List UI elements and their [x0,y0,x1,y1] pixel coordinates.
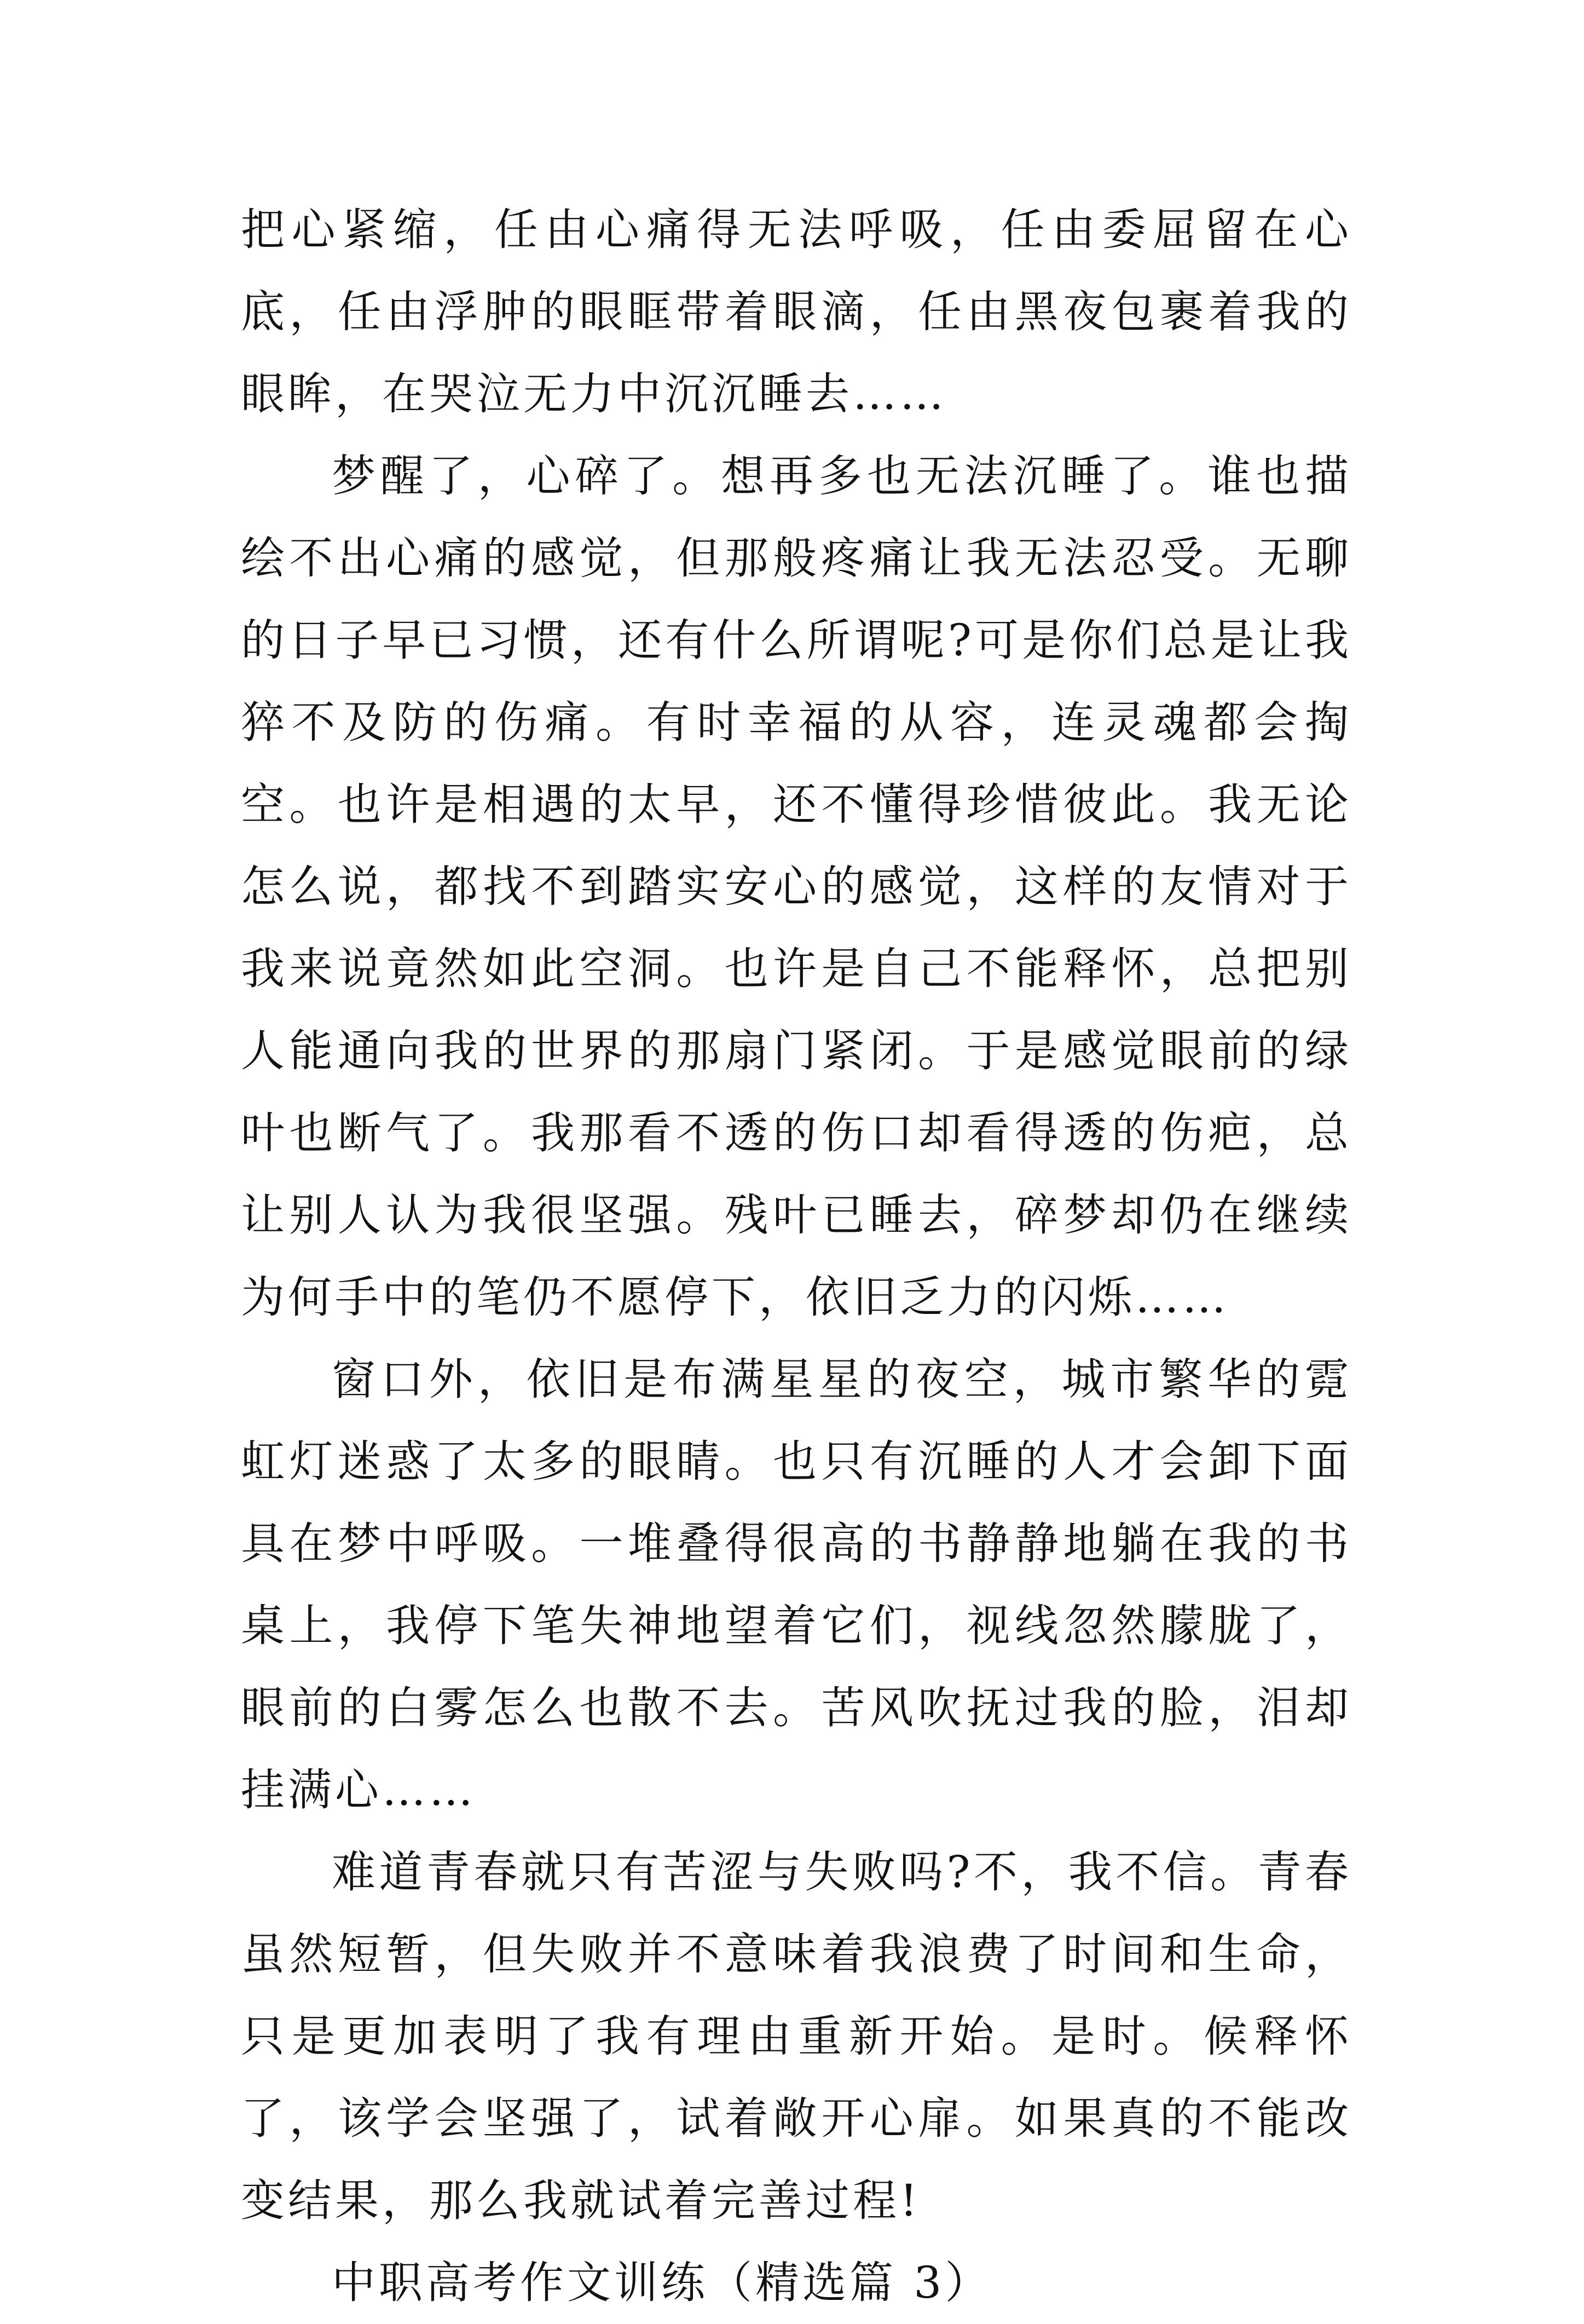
section-title: 中职高考作文训练（精选篇 3） [332,2257,992,2308]
paragraph-3: 窗口外，依旧是布满星星的夜空，城市繁华的霓虹灯迷惑了太多的眼睛。也只有沉睡的人才会卸下面具在梦中呼吸。一堆叠得很高的书静静地躺在我的书桌上，我停下笔失神地望着它们，视线忽然朦胧了，眼前的白雾怎么也散不去。苦风吹抚过我的脸，泪却挂满心…… [241,1354,1352,1815]
paragraph-4: 难道青春就只有苦涩与失败吗?不，我不信。青春虽然短暂，但失败并不意味着我浪费了时间和生命，只是更加表明了我有理由重新开始。是时。候释怀了，该学会坚强了，试着敞开心扉。如果真的不能改变结果，那么我就试着完善过程! [241,1847,1352,2226]
document-body [241,189,1352,2324]
paragraph-1: 把心紧缩，任由心痛得无法呼吸，任由委屈留在心底，任由浮肿的眼眶带着眼滴，任由黑夜包裹着我的眼眸，在哭泣无力中沉沉睡去…… [241,204,1352,419]
paragraph-2: 梦醒了，心碎了。想再多也无法沉睡了。谁也描绘不出心痛的感觉，但那般疼痛让我无法忍受。无聊的日子早已习惯，还有什么所谓呢?可是你们总是让我猝不及防的伤痛。有时幸福的从容，连灵魂都会掏空。也许是相遇的太早，还不懂得珍惜彼此。我无论怎么说，都找不到踏实安心的感觉，这样的友情对于我来说竟然如此空洞。也许是自己不能释怀，总把别人能通向我的世界的那扇门紧闭。于是感觉眼前的绿叶也断气了。我那看不透的伤口却看得透的伤疤，总让别人认为我很坚强。残叶已睡去，碎梦却仍在继续为何手中的笔仍不愿停下，依旧乏力的闪烁…… [241,451,1352,1323]
